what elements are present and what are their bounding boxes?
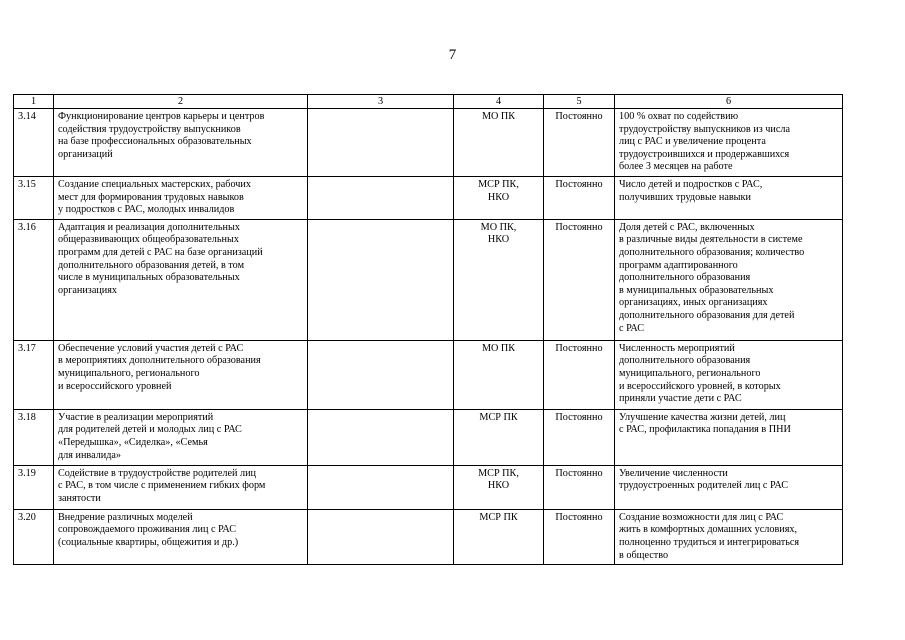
result-cell-line: организациях, иных организациях bbox=[619, 297, 768, 309]
executor-cell-line: НКО bbox=[487, 480, 510, 492]
activity-cell bbox=[54, 219, 308, 340]
table-row bbox=[14, 409, 843, 465]
activity-cell-line: Содействие в трудоустройстве родителей лиц bbox=[58, 467, 257, 479]
column-header: 5 bbox=[544, 95, 615, 109]
result-cell-line: дополнительного образования для детей bbox=[619, 309, 795, 321]
executor-cell-line: МО ПК bbox=[481, 342, 516, 354]
activity-cell-line: числе в муниципальных образовательных bbox=[58, 272, 240, 284]
activity-cell bbox=[54, 109, 308, 177]
activity-cell-line: занятости bbox=[58, 492, 101, 504]
column-header: 4 bbox=[454, 95, 544, 109]
activity-cell-line: (социальные квартиры, общежития и др.) bbox=[58, 536, 239, 548]
activity-cell bbox=[54, 176, 308, 219]
activity-cell-line: Создание специальных мастерских, рабочих bbox=[58, 178, 251, 190]
row-number-cell: 3.15 bbox=[14, 176, 54, 219]
result-cell-line: и всероссийского уровней, в которых bbox=[619, 380, 781, 392]
empty-cell bbox=[308, 409, 454, 465]
result-cell-line: трудоустроившихся и продержавшихся bbox=[619, 148, 790, 160]
activity-cell bbox=[54, 340, 308, 409]
executor-cell-line: МО ПК bbox=[481, 111, 516, 122]
executor-cell-line: НКО bbox=[487, 234, 510, 246]
executor-cell bbox=[454, 176, 544, 219]
result-cell-line: Доля детей с РАС, включенных bbox=[619, 221, 755, 233]
executor-cell bbox=[454, 465, 544, 509]
activity-cell-line: сопровождаемого проживания лиц с РАС bbox=[58, 524, 237, 536]
activity-cell-line: для родителей детей и молодых лиц с РАС bbox=[58, 424, 242, 436]
column-header: 1 bbox=[14, 95, 54, 109]
result-cell-line: с РАС bbox=[619, 322, 645, 334]
term-cell: Постоянно bbox=[544, 465, 615, 509]
activity-cell-line: «Передышка», «Сиделка», «Семья bbox=[58, 436, 208, 448]
table-row bbox=[14, 109, 843, 177]
activity-cell-line: Адаптация и реализация дополнительных bbox=[58, 221, 240, 233]
activity-cell-line: Обеспечение условий участия детей с РАС bbox=[58, 342, 244, 354]
executor-cell bbox=[454, 219, 544, 340]
activity-cell-line: организаций bbox=[58, 148, 113, 160]
executor-cell-line: МСР ПК, bbox=[478, 178, 519, 190]
term-cell: Постоянно bbox=[544, 219, 615, 340]
executor-cell-line: НКО bbox=[487, 191, 510, 203]
result-cell-line: с РАС, профилактика попадания в ПНИ bbox=[619, 424, 791, 436]
result-cell-line: дополнительного образования; количество bbox=[619, 246, 805, 258]
empty-cell bbox=[308, 340, 454, 409]
activity-cell-line: Функционирование центров карьеры и центров bbox=[58, 111, 265, 122]
term-cell: Постоянно bbox=[544, 509, 615, 564]
result-cell-line: муниципального, регионального bbox=[619, 367, 761, 379]
activity-cell-line: Внедрение различных моделей bbox=[58, 511, 193, 523]
executor-cell bbox=[454, 509, 544, 564]
activity-cell-line: программ для детей с РАС на базе организаций bbox=[58, 246, 263, 258]
activity-cell-line: и всероссийского уровней bbox=[58, 380, 172, 392]
result-cell-line: в муниципальных образовательных bbox=[619, 284, 774, 296]
result-cell-line: трудоустроенных родителей лиц с РАС bbox=[619, 480, 789, 492]
activity-cell-line: мест для формирования трудовых навыков bbox=[58, 191, 244, 203]
activity-cell-line: организациях bbox=[58, 284, 118, 296]
table-row bbox=[14, 176, 843, 219]
result-cell-line: более 3 месяцев на работе bbox=[619, 161, 733, 173]
empty-cell bbox=[308, 465, 454, 509]
result-cell bbox=[615, 465, 843, 509]
result-cell-line: в различные виды деятельности в системе bbox=[619, 234, 803, 246]
result-cell-line: приняли участие дети с РАС bbox=[619, 393, 742, 405]
result-cell-line: Число детей и подростков с РАС, bbox=[619, 178, 763, 190]
empty-cell bbox=[308, 219, 454, 340]
result-cell bbox=[615, 409, 843, 465]
result-cell bbox=[615, 340, 843, 409]
activity-cell-line: с РАС, в том числе с применением гибких форм bbox=[58, 480, 266, 492]
activity-cell-line: общеразвивающих общеобразовательных bbox=[58, 234, 239, 246]
activity-cell bbox=[54, 409, 308, 465]
activity-cell bbox=[54, 509, 308, 564]
result-cell-line: дополнительного образования bbox=[619, 355, 751, 367]
table-row bbox=[14, 340, 843, 409]
table-row bbox=[14, 509, 843, 564]
column-header: 2 bbox=[54, 95, 308, 109]
empty-cell bbox=[308, 509, 454, 564]
row-number-cell: 3.14 bbox=[14, 109, 54, 177]
table-row bbox=[14, 219, 843, 340]
result-cell-line: в общество bbox=[619, 549, 669, 561]
executor-cell-line: МСР ПК bbox=[479, 411, 518, 423]
activity-cell-line: дополнительного образования детей, в том bbox=[58, 259, 245, 271]
result-cell-line: 100 % охват по содействию bbox=[619, 111, 739, 122]
result-cell-line: трудоустройству выпускников из числа bbox=[619, 123, 790, 135]
table-header-row bbox=[14, 95, 843, 109]
activity-cell bbox=[54, 465, 308, 509]
executor-cell bbox=[454, 340, 544, 409]
term-cell: Постоянно bbox=[544, 340, 615, 409]
row-number-cell: 3.19 bbox=[14, 465, 54, 509]
activity-cell-line: на базе профессиональных образовательных bbox=[58, 136, 252, 148]
result-cell bbox=[615, 109, 843, 177]
executor-cell-line: МО ПК, bbox=[480, 221, 517, 233]
empty-cell bbox=[308, 176, 454, 219]
empty-cell bbox=[308, 109, 454, 177]
activity-cell-line: муниципального, регионального bbox=[58, 367, 200, 379]
executor-cell bbox=[454, 409, 544, 465]
result-cell bbox=[615, 176, 843, 219]
row-number-cell: 3.18 bbox=[14, 409, 54, 465]
result-cell-line: Улучшение качества жизни детей, лиц bbox=[619, 411, 786, 423]
row-number-cell: 3.16 bbox=[14, 219, 54, 340]
result-cell-line: программ адаптированного bbox=[619, 259, 738, 271]
result-cell-line: жить в комфортных домашних условиях, bbox=[619, 524, 798, 536]
term-cell: Постоянно bbox=[544, 109, 615, 177]
column-header: 6 bbox=[615, 95, 843, 109]
table-row bbox=[14, 465, 843, 509]
result-cell-line: полноценно трудиться и интегрироваться bbox=[619, 536, 800, 548]
term-cell: Постоянно bbox=[544, 176, 615, 219]
result-cell-line: получивших трудовые навыки bbox=[619, 191, 751, 203]
activity-cell-line: для инвалида» bbox=[58, 449, 122, 461]
column-header: 3 bbox=[308, 95, 454, 109]
activity-cell-line: у подростков с РАС, молодых инвалидов bbox=[58, 204, 235, 216]
result-cell-line: Численность мероприятий bbox=[619, 342, 735, 354]
executor-cell-line: МСР ПК bbox=[479, 511, 518, 523]
result-cell bbox=[615, 219, 843, 340]
result-cell-line: лиц с РАС и увеличение процента bbox=[619, 136, 766, 148]
result-cell-line: Увеличение численности bbox=[619, 467, 728, 479]
result-cell-line: Создание возможности для лиц с РАС bbox=[619, 511, 784, 523]
executor-cell-line: МСР ПК, bbox=[478, 467, 519, 479]
page-number: 7 bbox=[448, 47, 457, 63]
result-cell-line: дополнительного образования bbox=[619, 272, 751, 284]
activity-cell-line: содействия трудоустройству выпускников bbox=[58, 123, 241, 135]
executor-cell bbox=[454, 109, 544, 177]
row-number-cell: 3.17 bbox=[14, 340, 54, 409]
result-cell bbox=[615, 509, 843, 564]
row-number-cell: 3.20 bbox=[14, 509, 54, 564]
activity-cell-line: в мероприятиях дополнительного образования bbox=[58, 355, 261, 367]
term-cell: Постоянно bbox=[544, 409, 615, 465]
activity-cell-line: Участие в реализации мероприятий bbox=[58, 411, 214, 423]
activities-table bbox=[13, 94, 843, 565]
